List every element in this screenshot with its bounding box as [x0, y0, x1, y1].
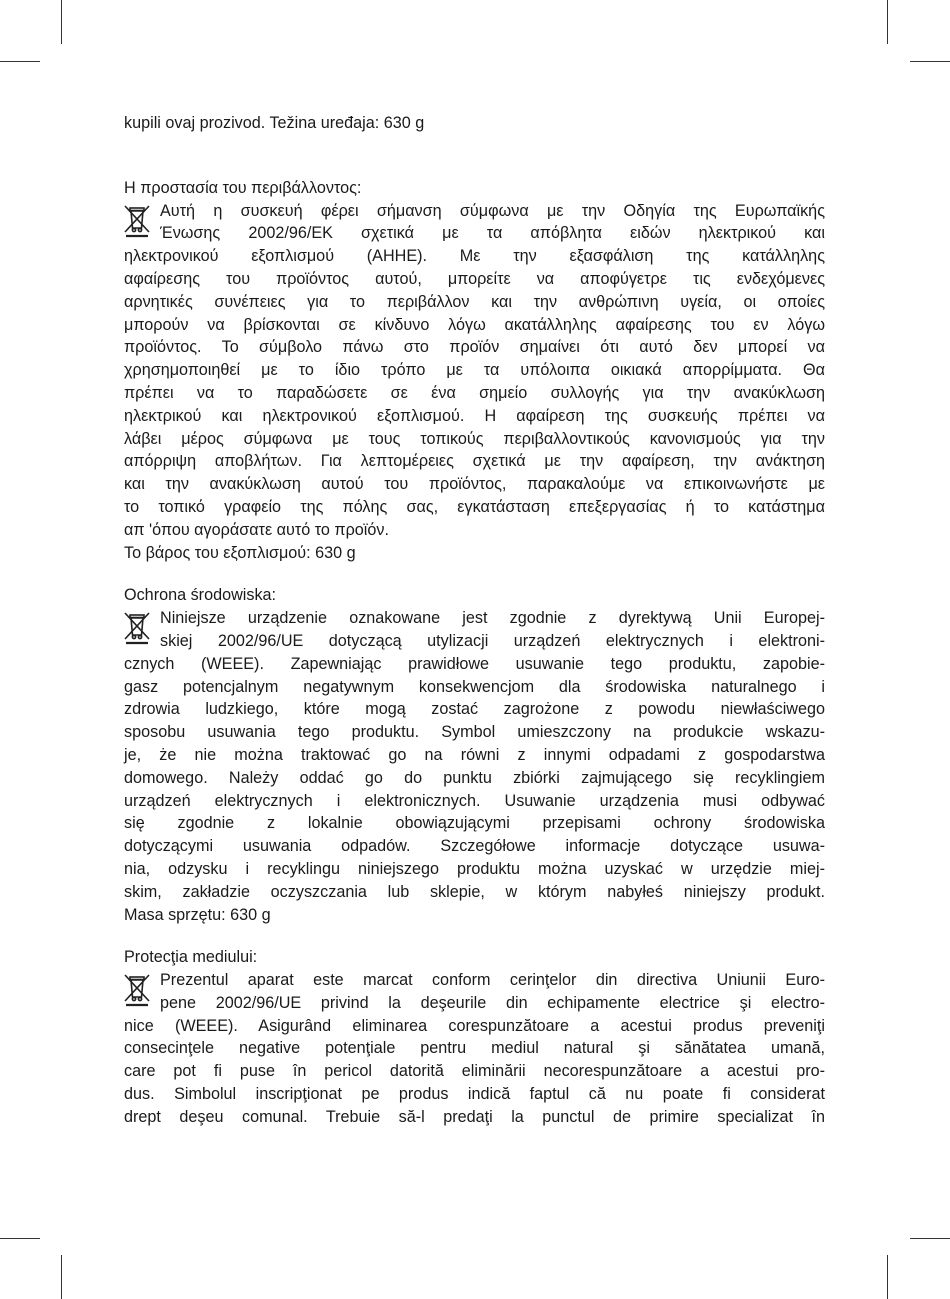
equipment-weight: Το βάρος του εξοπλισμού: 630 g	[124, 543, 356, 562]
paragraph-line: care pot fi puse în pericol datorită eliminării necorespunzătoare a acestui pro-	[124, 1062, 825, 1081]
section-heading: Ochrona środowiska:	[124, 586, 277, 605]
paragraph-line: dus. Simbolul inscripţionat pe produs indică faptul că nu poate fi considerat	[124, 1085, 825, 1104]
section-heading: Protecţia mediului:	[124, 948, 258, 967]
paragraph-line: αφαίρεσης του προϊόντος αυτού, μπορείτε να αποφύγετρε τις ενδεχόμενες	[124, 269, 825, 288]
paragraph-line: skim, zakładzie oczyszczania lub sklepie, w którym nabyłeś niniejszy produkt.	[124, 882, 825, 901]
crop-mark-top-left	[61, 0, 62, 44]
crop-mark-right-top	[910, 61, 950, 62]
paragraph-line: consecinţele negative potenţiale pentru mediul natural şi sănătatea umană,	[124, 1039, 825, 1058]
paragraph-line: ηλεκτρονικού εξοπλισμού (ΑΗΗΕ). Με την εξασφάλιση της κατάλληλης	[124, 247, 825, 266]
paragraph-line: gasz potencjalnym negatywnym konsekwencjom dla środowiska naturalnego i	[124, 677, 825, 696]
paragraph-line: ηλεκτρικού και ηλεκτρονικού εξοπλισμού. Η αφαίρεση της συσκευής πρέπει να	[124, 406, 825, 425]
paragraph-line: się zgodnie z lokalnie obowiązującymi przepisami ochrony środowiska	[124, 814, 825, 833]
weee-crossed-bin-icon	[122, 202, 152, 242]
section-greek	[124, 177, 825, 565]
section-paragraph	[124, 969, 825, 1129]
paragraph-line: λάβει μέρος σύμφωνα με τους τοπικούς περιβαλλοντικούς κανονισμούς για την	[124, 429, 825, 448]
paragraph-line: domowego. Należy oddać go do punktu zbiórki zajmującego się recyklingiem	[124, 768, 825, 787]
crop-mark-right-bottom	[910, 1238, 950, 1239]
crop-mark-left-top	[0, 61, 40, 62]
section-romanian	[124, 946, 825, 1128]
weee-crossed-bin-icon	[122, 609, 152, 649]
paragraph-line: zdrowia ludzkiego, które mogą zostać zagrożone z powodu niewłaściwego	[124, 700, 825, 719]
intro-line: kupili ovaj prozivod. Težina uređaja: 630 g	[124, 114, 425, 132]
paragraph-line: απ 'όπου αγοράσατε αυτό το προϊόν.	[124, 520, 389, 539]
paragraph-line: Niniejsze urządzenie oznakowane jest zgodnie z dyrektywą Unii Europej-	[160, 609, 825, 628]
paragraph-line: χρησημοποιηθεί με το ίδιο τρόπο με τα υπόλοιπα οικιακά απορρίμματα. Θα	[124, 361, 825, 380]
paragraph-line: sposobu usuwania tego produktu. Symbol umieszczony na produkcie wskazu-	[124, 723, 825, 742]
paragraph-line: απόρριψη αποβλήτων. Για λεπτομέρειες σχετικά με την αφαίρεση, την ανάκτηση	[124, 452, 825, 471]
paragraph-line: το τοπικό γραφείο της πόλης σας, εγκατάσταση επεξεργασίας ή το κατάστημα	[124, 497, 825, 516]
crop-mark-bottom-right	[887, 1255, 888, 1299]
document-body	[124, 112, 825, 1129]
paragraph-line: nice (WEEE). Asigurând eliminarea corespunzătoare a acestui produs preveniţi	[124, 1016, 825, 1035]
paragraph-line: και την ανακύκλωση αυτού του προϊόντος, παρακαλούμε να επικοινωνήστε με	[124, 475, 825, 494]
paragraph-line: Αυτή η συσκευή φέρει σήμανση σύμφωνα με την Οδηγία της Ευρωπαϊκής	[160, 201, 825, 220]
section-polish	[124, 584, 825, 926]
equipment-weight: Masa sprzętu: 630 g	[124, 905, 271, 924]
paragraph-line: μπορούν να βρίσκονται σε κίνδυνο λόγω ακατάλληλης αφαίρεσης του εν λόγω	[124, 315, 825, 334]
paragraph-line: drept deşeu comunal. Trebuie să-l predaţi la punctul de primire specializat în	[124, 1107, 825, 1126]
paragraph-line: nia, odzysku i recyklingu niniejszego produktu można uzyskać w urzędzie miej-	[124, 859, 825, 878]
section-paragraph	[124, 200, 825, 542]
crop-mark-left-bottom	[0, 1238, 40, 1239]
paragraph-line: πρέπει να το παραδώσετε σε ένα σημείο συλλογής για την ανακύκλωση	[124, 383, 825, 402]
paragraph-line: urządzeń elektrycznych i elektronicznych. Usuwanie urządzenia musi odbywać	[124, 791, 825, 810]
section-heading: Η προστασία του περιβάλλοντος:	[124, 178, 362, 197]
paragraph-line: προϊόντος. Το σύμβολο πάνω στο προϊόν σημαίνει ότι αυτό δεν μπορεί να	[124, 338, 825, 357]
section-paragraph	[124, 607, 825, 903]
paragraph-line: skiej 2002/96/UE dotyczącą utylizacji urządzeń elektrycznych i elektroni-	[160, 631, 825, 650]
crop-mark-bottom-left	[61, 1255, 62, 1299]
paragraph-line: je, że nie można traktować go na równi z innymi odpadami z gospodarstwa	[124, 745, 825, 764]
weee-crossed-bin-icon	[122, 971, 152, 1011]
paragraph-line: pene 2002/96/UE privind la deşeurile din echipamente electrice şi electro-	[160, 993, 825, 1012]
paragraph-line: cznych (WEEE). Zapewniając prawidłowe usuwanie tego produktu, zapobie-	[124, 654, 825, 673]
crop-mark-top-right	[887, 0, 888, 44]
paragraph-line: αρνητικές συνέπειες για το περιβάλλον και την ανθρώπινη υγεία, οι οποίες	[124, 292, 825, 311]
paragraph-line: Prezentul aparat este marcat conform cerinţelor din directiva Uniunii Euro-	[160, 971, 825, 990]
paragraph-line: Ένωσης 2002/96/ΕΚ σχετικά με τα απόβλητα ειδών ηλεκτρικού και	[160, 224, 825, 243]
paragraph-line: dotyczącymi usuwania odpadów. Szczegółowe informacje dotyczące usuwa-	[124, 837, 825, 856]
